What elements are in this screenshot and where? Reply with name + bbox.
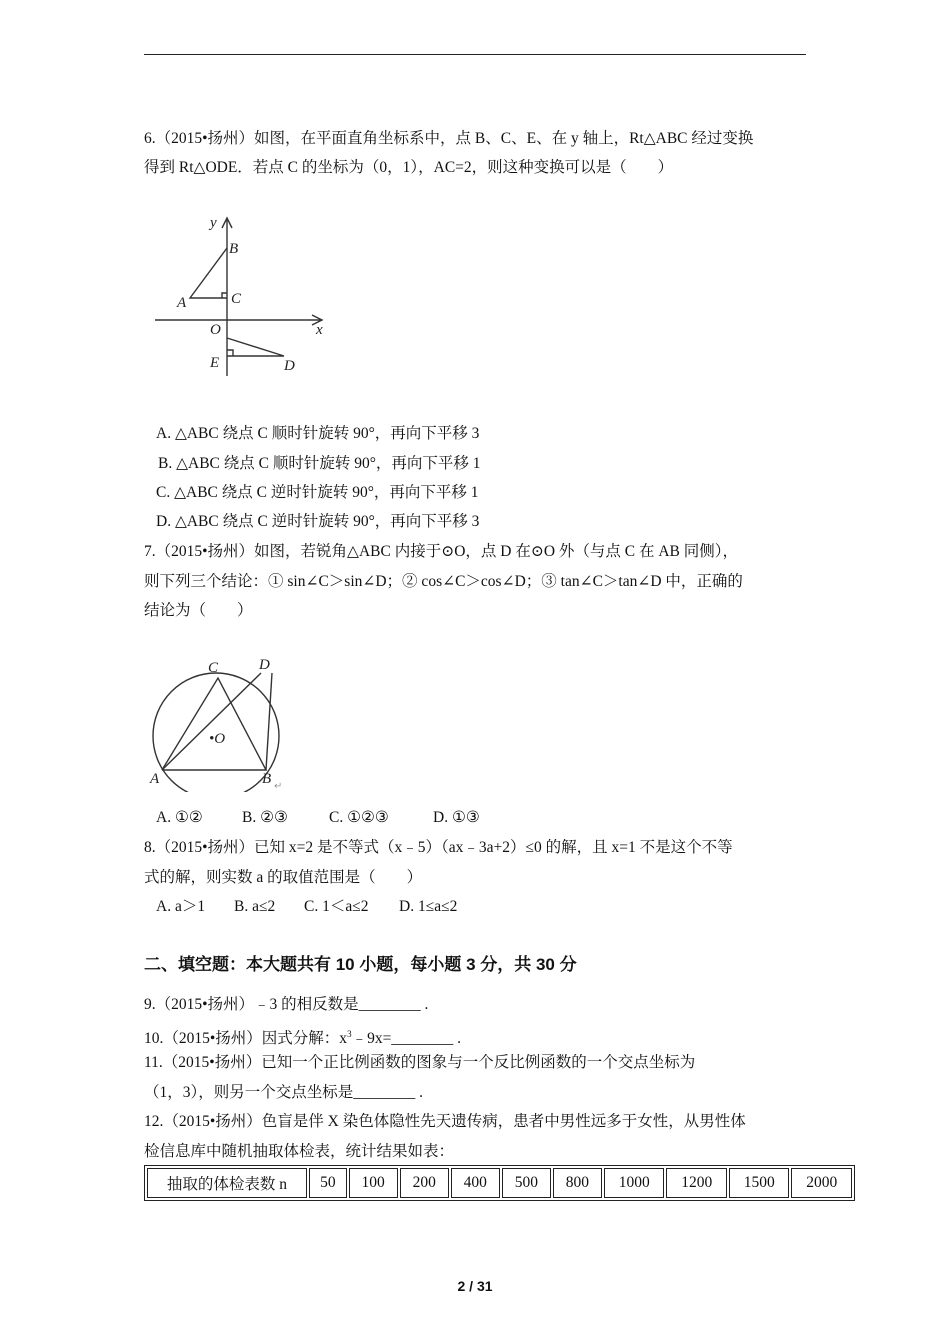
table-cell: 100 [349, 1168, 398, 1198]
return-mark: ↵ [274, 781, 283, 792]
q7-line1: 7.（2015•扬州）如图，若锐角△ABC 内接于⊙O，点 D 在⊙O 外（与点 C 在 AB 同侧）， [144, 543, 739, 560]
label-y: y [210, 215, 217, 231]
q6-option-c: C. △ABC 绕点 C 逆时针旋转 90°，再向下平移 1 [156, 484, 479, 501]
q11-line1: 11.（2015•扬州）已知一个正比例函数的图象与一个反比例函数的一个交点坐标为 [144, 1054, 696, 1071]
q8-line2: 式的解，则实数 a 的取值范围是（ ） [144, 869, 423, 886]
q8-line1: 8.（2015•扬州）已知 x=2 是不等式（x﹣5）（ax﹣3a+2）≤0 的解，且 x=1 不是这个不等 [144, 839, 733, 856]
q7-option-b: B. ②③ [242, 809, 288, 826]
q8-option-a: A. a＞1 [156, 898, 206, 915]
q11-line2: （1，3），则另一个交点坐标是________ . [144, 1084, 424, 1101]
q6-line2: 得到 Rt△ODE．若点 C 的坐标为（0，1），AC=2，则这种变换可以是（ ） [144, 159, 674, 176]
q7-figure [145, 652, 290, 792]
q12-line2: 检信息库中随机抽取体检表，统计结果如表： [144, 1143, 455, 1160]
q6-figure [150, 210, 340, 380]
q10-post: ﹣9x=________ . [351, 1030, 462, 1047]
q7-option-d: D. ①③ [433, 809, 480, 826]
q12-stats-table [144, 1165, 855, 1201]
q6-option-b: B. △ABC 绕点 C 顺时针旋转 90°，再向下平移 1 [158, 455, 481, 472]
q7-option-c: C. ①②③ [329, 809, 389, 826]
table-cell: 1000 [604, 1168, 665, 1198]
q6-line1: 6.（2015•扬州）如图，在平面直角坐标系中，点 B、C、E、在 y 轴上，Rt△ABC 经过变换 [144, 130, 754, 147]
q10-sup: 3 [347, 1029, 352, 1039]
q9-text: 9.（2015•扬州）﹣3 的相反数是________ . [144, 996, 429, 1013]
page-number: 2 / 31 [457, 1278, 493, 1294]
label-d: D [259, 657, 270, 673]
label-o: O [210, 322, 221, 338]
q8-option-b: B. a≤2 [234, 898, 276, 915]
table-cell: 500 [502, 1168, 551, 1198]
q12-line1: 12.（2015•扬州）色盲是伴 X 染色体隐性先天遗传病，患者中男性远多于女性，从男性体 [144, 1113, 746, 1130]
triangle-abc [162, 678, 266, 770]
table-cell: 1200 [666, 1168, 727, 1198]
q8-option-c: C. 1＜a≤2 [304, 898, 369, 915]
q7-options [156, 808, 480, 828]
label-c: C [231, 291, 242, 307]
table-cell: 800 [553, 1168, 602, 1198]
q7-line3: 结论为（ ） [144, 602, 253, 619]
label-a: A [177, 295, 187, 311]
table-cell: 2000 [791, 1168, 852, 1198]
right-angle-c [222, 293, 227, 298]
triangle-abc [190, 248, 227, 298]
q10-line [144, 1024, 461, 1049]
triangle-ode [227, 338, 284, 356]
section2-title: 二、填空题：本大题共有 10 小题，每小题 3 分，共 30 分 [144, 955, 577, 974]
label-c: C [208, 660, 219, 676]
table-row [147, 1168, 852, 1198]
table-header-cell: 抽取的体检表数 n [147, 1168, 307, 1198]
q8-options [156, 897, 457, 917]
header-rule [144, 54, 806, 55]
q6-option-d: D. △ABC 绕点 C 逆时针旋转 90°，再向下平移 3 [156, 513, 480, 530]
q6-option-a: A. △ABC 绕点 C 顺时针旋转 90°，再向下平移 3 [156, 425, 480, 442]
table-cell: 50 [309, 1168, 347, 1198]
label-b: B [262, 771, 272, 787]
table-cell: 200 [400, 1168, 449, 1198]
label-b: B [229, 241, 239, 257]
table-cell: 400 [451, 1168, 500, 1198]
table-cell: 1500 [729, 1168, 790, 1198]
label-e: E [210, 355, 220, 371]
label-a: A [150, 771, 160, 787]
right-angle-e [227, 350, 233, 356]
q7-option-a: A. ①② [156, 809, 203, 826]
label-o: •O [209, 731, 226, 747]
segment-bd [266, 673, 272, 770]
q8-option-d: D. 1≤a≤2 [399, 898, 458, 915]
q10-pre: 10.（2015•扬州）因式分解：x [144, 1030, 348, 1047]
label-d: D [284, 358, 295, 374]
q7-line2: 则下列三个结论：① sin∠C＞sin∠D；② cos∠C＞cos∠D；③ tan∠C＞tan∠D 中，正确的 [144, 573, 743, 590]
label-x: x [316, 322, 323, 338]
